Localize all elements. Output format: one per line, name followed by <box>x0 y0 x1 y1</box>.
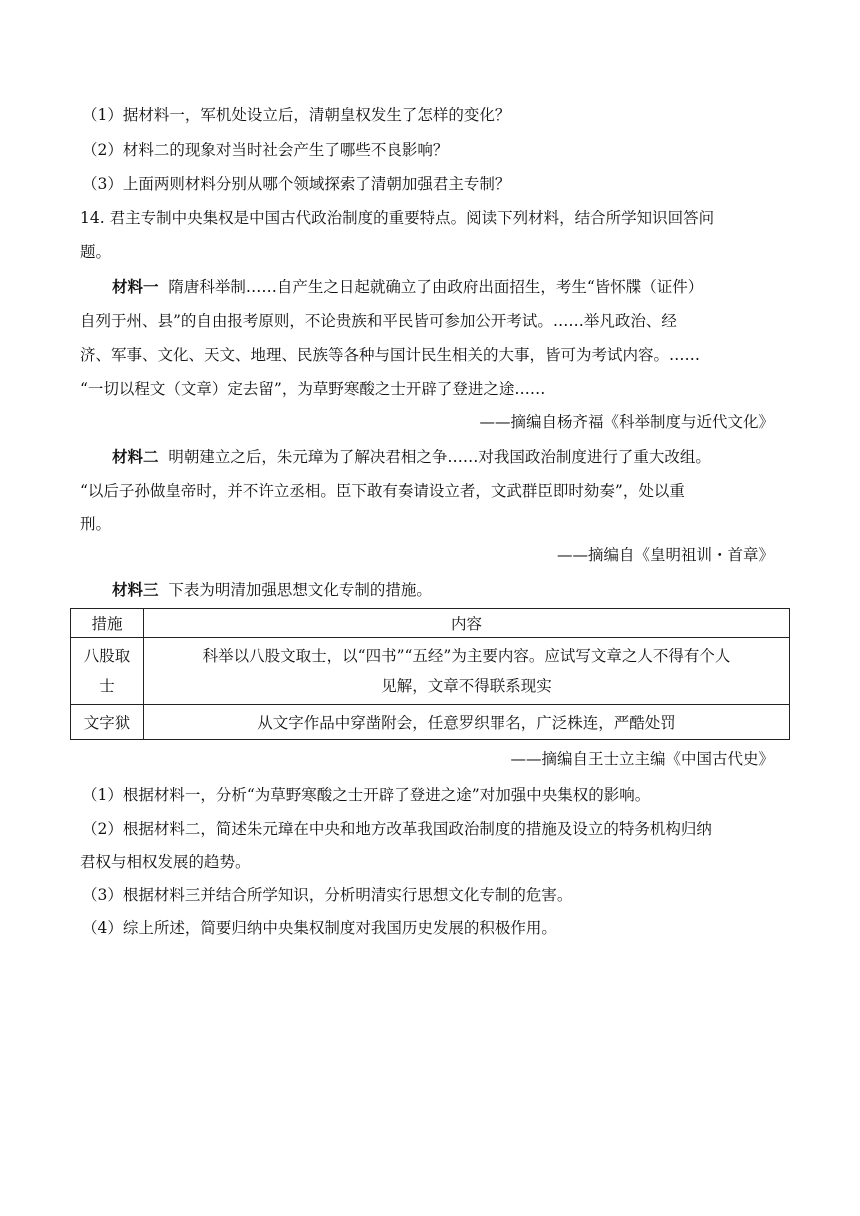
content-text-line2: 见解，文章不得联系现实 <box>381 677 552 695</box>
table-header-measure: 措施 <box>71 609 144 638</box>
material-1-line1 <box>112 276 703 298</box>
table-header-content: 内容 <box>144 609 790 638</box>
table-row <box>71 705 790 740</box>
q14-stem-line2: 题。 <box>80 243 112 261</box>
measure-text-line1: 八股取 <box>83 647 131 665</box>
measures-table <box>70 608 790 740</box>
material-3-line1 <box>112 579 432 601</box>
material-1-label: 材料一 <box>112 277 159 296</box>
q14-question-2-line1: （2）根据材料二，简述朱元璋在中央和地方改革我国政治制度的措施及设立的特务机构归纳 <box>82 820 712 838</box>
material-1-line2: 自列于州、县”的自由报考原则，不论贵族和平民皆可参加公开考试。……举凡政治、经 <box>80 312 677 330</box>
table-cell-content: 从文字作品中穿凿附会，任意罗织罪名，广泛株连，严酷处罚 <box>144 705 790 740</box>
q14-question-3: （3）根据材料三并结合所学知识，分析明清实行思想文化专制的危害。 <box>82 886 573 904</box>
prev-question-3: （3）上面两则材料分别从哪个领域探索了清朝加强君主专制？ <box>82 175 511 193</box>
material-2-line2: “以后子孙做皇帝时，并不许立丞相。臣下敢有奏请设立者，文武群臣即时劾奏”，处以重 <box>80 482 685 500</box>
material-3-intro: 下表为明清加强思想文化专制的措施。 <box>168 581 432 599</box>
material-2-source: ——摘编自《皇明祖训・首章》 <box>556 546 774 564</box>
material-1-text: 隋唐科举制……自产生之日起就确立了由政府出面招生，考生“皆怀牒（证件） <box>168 278 704 296</box>
prev-question-1: （1）据材料一，军机处设立后，清朝皇权发生了怎样的变化？ <box>82 106 511 124</box>
q14-question-2-line2: 君权与相权发展的趋势。 <box>80 853 251 871</box>
material-1-source: ——摘编自杨齐福《科举制度与近代文化》 <box>479 413 774 431</box>
table-header-row <box>71 609 790 638</box>
table-cell-measure <box>71 638 144 705</box>
material-3-label: 材料三 <box>112 580 159 599</box>
material-3-source: ——摘编自王士立主编《中国古代史》 <box>510 750 774 768</box>
material-2-line3: 刑。 <box>80 515 112 533</box>
material-1-line4: “一切以程文（文章）定去留”，为草野寒酸之士开辟了登进之途…… <box>80 380 546 398</box>
material-2-label: 材料二 <box>112 447 159 466</box>
content-text-line1: 科举以八股文取士，以“四书”“五经”为主要内容。应试写文章之人不得有个人 <box>202 647 731 665</box>
table-cell-measure: 文字狱 <box>71 705 144 740</box>
q14-question-4: （4）综上所述，简要归纳中央集权制度对我国历史发展的积极作用。 <box>82 919 557 937</box>
measure-text-line2: 士 <box>99 677 115 695</box>
material-2-text: 明朝建立之后，朱元璋为了解决君相之争……对我国政治制度进行了重大改组。 <box>168 448 711 466</box>
prev-question-2: （2）材料二的现象对当时社会产生了哪些不良影响？ <box>82 141 449 159</box>
q14-question-1: （1）根据材料一，分析“为草野寒酸之士开辟了登进之途”对加强中央集权的影响。 <box>82 786 651 804</box>
q14-stem-line1: 14. 君主专制中央集权是中国古代政治制度的重要特点。阅读下列材料，结合所学知识回答问 <box>80 209 715 227</box>
material-1-line3: 济、军事、文化、天文、地理、民族等各种与国计民生相关的大事，皆可为考试内容。…… <box>80 346 701 364</box>
table-row <box>71 638 790 705</box>
material-2-line1 <box>112 446 711 468</box>
table-cell-content <box>144 638 790 705</box>
